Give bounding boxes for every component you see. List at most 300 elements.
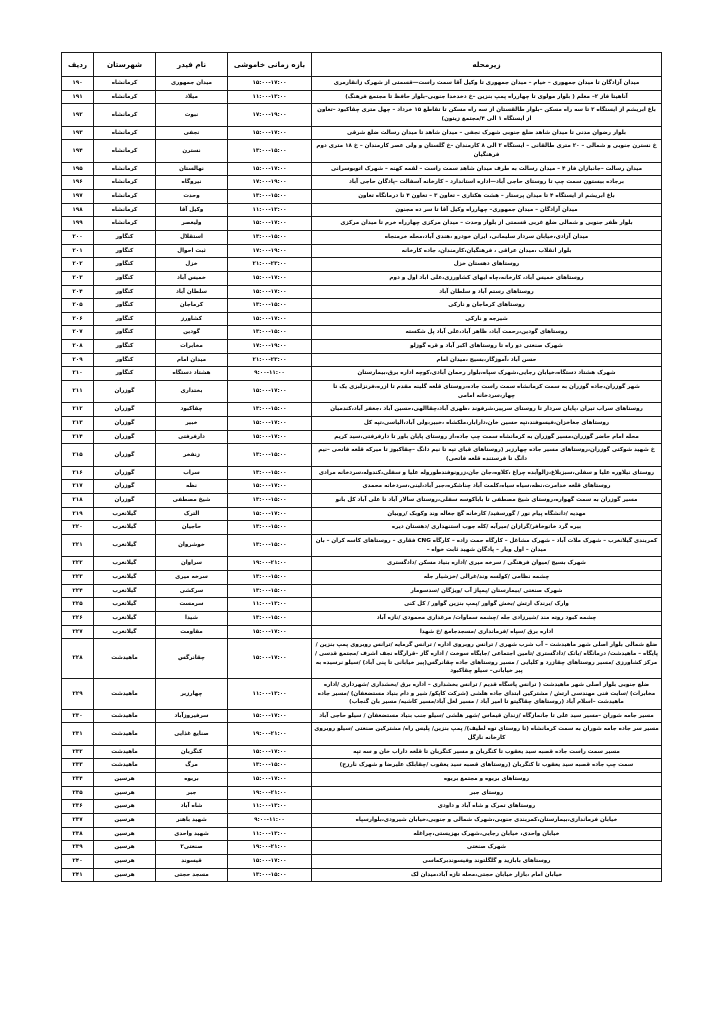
table-row — [62, 176, 662, 190]
cell-shahrestan: کنگاور — [94, 312, 156, 326]
cell-feeder: زنفخر — [156, 444, 228, 466]
cell-time: ۱۵:۰۰-۱۷:۰۰ — [228, 773, 312, 787]
cell-shahrestan: کرمانشاه — [94, 126, 156, 140]
cell-feeder: جبر — [156, 786, 228, 800]
cell-shahrestan: کرمانشاه — [94, 90, 156, 104]
cell-time: ۱۹:۰۰-۲۱:۰۰ — [228, 841, 312, 855]
cell-feeder: میدان جمهوری — [156, 77, 228, 91]
table-row — [62, 625, 662, 639]
column-header-time: بازه زمانی خاموشی — [228, 53, 312, 77]
cell-zirmahalle: میدان آزادگان – میدان جمهوری– چهارراه وکیل آقا تا سر ده مجنون — [312, 203, 662, 217]
cell-radif: ۱۹۴ — [62, 140, 94, 162]
table-row — [62, 367, 662, 381]
cell-time: ۱۳:۰۰-۱۵:۰۰ — [228, 403, 312, 417]
cell-time: ۱۳:۰۰-۱۵:۰۰ — [228, 444, 312, 466]
table-row — [62, 466, 662, 480]
table-row — [62, 709, 662, 723]
cell-feeder: استقلال — [156, 230, 228, 244]
cell-radif: ۲۱۵ — [62, 444, 94, 466]
cell-feeder: الترک — [156, 507, 228, 521]
cell-shahrestan: کرمانشاه — [94, 77, 156, 91]
cell-zirmahalle: مسیر سمت راست جاده قصبه سید یعقوب تا کنگربان و مسیر کنگربان تا قلعه داراب خان و سه تپه — [312, 745, 662, 759]
cell-radif: ۲۱۷ — [62, 480, 94, 494]
cell-radif: ۱۹۰ — [62, 77, 94, 91]
cell-feeder: کرماجان — [156, 299, 228, 313]
cell-feeder: مرگ — [156, 759, 228, 773]
table-row — [62, 90, 662, 104]
column-header-zirmahalle: زیرمحله — [312, 53, 662, 77]
cell-shahrestan: هرسین — [94, 827, 156, 841]
cell-radif: ۲۱۹ — [62, 507, 94, 521]
cell-time: ۱۵:۰۰-۱۷:۰۰ — [228, 855, 312, 869]
cell-radif: ۱۹۱ — [62, 90, 94, 104]
cell-feeder: کنگربان — [156, 745, 228, 759]
cell-radif: ۱۹۶ — [62, 176, 94, 190]
cell-feeder: ولیعصر — [156, 217, 228, 231]
cell-radif: ۲۰۸ — [62, 340, 94, 354]
table-row — [62, 494, 662, 508]
cell-zirmahalle: روستاهای بابازید و گلگلتوند وفیسوندبرکماسی — [312, 855, 662, 869]
cell-radif: ۲۲۲ — [62, 557, 94, 571]
cell-time: ۱۱:۰۰-۱۳:۰۰ — [228, 598, 312, 612]
cell-feeder: سرمست — [156, 598, 228, 612]
cell-feeder: نجفی — [156, 126, 228, 140]
cell-radif: ۱۹۳ — [62, 126, 94, 140]
cell-shahrestan: کنگاور — [94, 285, 156, 299]
cell-shahrestan: کنگاور — [94, 258, 156, 272]
cell-zirmahalle: ضلع جنوبی بلوار اصلی شهر ماهیدشت ( ترانس پاسگاه قدیم / ترانس بخشداری – اداره برق /بخشداری /شهرداری /اداره مخابرات) /سایت فنی مهندسی ارتش / مشترکین ابتدای جاده هلشی (شرکت کاپکو/ شیر و دام بنیاد مستضعفان) /مسیر جاده ماهیدشت –اسلام آباد (روستاهای چقاگیتو تا امیر آباد / مسیر لعل آباد/مسیر کاشیه/ مسیر بان گنجاب) — [312, 678, 662, 709]
outage-schedule-table — [61, 52, 662, 882]
cell-radif: ۲۲۰ — [62, 521, 94, 535]
table-row — [62, 230, 662, 244]
cell-zirmahalle: حسن آباد ،آموزگار،بسیج ،میدان امام — [312, 353, 662, 367]
cell-feeder: کشاورز — [156, 312, 228, 326]
cell-feeder: سرفیروزآباد — [156, 709, 228, 723]
table-row — [62, 162, 662, 176]
cell-time: ۱۳:۰۰-۱۵:۰۰ — [228, 521, 312, 535]
cell-feeder: مخابرات — [156, 340, 228, 354]
table-row — [62, 507, 662, 521]
cell-feeder: نسترن — [156, 140, 228, 162]
cell-shahrestan: گیلانغرب — [94, 611, 156, 625]
cell-feeder: نظه — [156, 480, 228, 494]
cell-shahrestan: کنگاور — [94, 299, 156, 313]
cell-shahrestan: گوزران — [94, 403, 156, 417]
cell-time: ۱۱:۰۰-۱۳:۰۰ — [228, 800, 312, 814]
cell-zirmahalle: روستاهای قلعه خدامرت،نظه،سیاه سیاه،کلمت آباد چناشکره،جبر آباد،لینی،سردخانه محمدی — [312, 480, 662, 494]
cell-shahrestan: گوزران — [94, 466, 156, 480]
cell-shahrestan: گیلانغرب — [94, 534, 156, 556]
table-row — [62, 244, 662, 258]
cell-feeder: میدان امام — [156, 353, 228, 367]
cell-shahrestan: کنگاور — [94, 326, 156, 340]
table-row — [62, 639, 662, 679]
cell-shahrestan: گوزران — [94, 430, 156, 444]
cell-shahrestan: کنگاور — [94, 340, 156, 354]
cell-time: ۱۹:۰۰-۲۱:۰۰ — [228, 723, 312, 745]
cell-time: ۱۳:۰۰-۱۵:۰۰ — [228, 326, 312, 340]
cell-feeder: ثبت احوال — [156, 244, 228, 258]
table-row — [62, 678, 662, 709]
cell-radif: ۲۳۵ — [62, 786, 94, 800]
table-body — [62, 77, 662, 882]
cell-shahrestan: گوزران — [94, 494, 156, 508]
cell-zirmahalle: باغ ابریشم از ایستگاه ۴ تا میدان پرستار – هشت هکتاری – تعاون ۳ – تعاون ۴ تا درمانگاه تعاون — [312, 189, 662, 203]
cell-time: ۱۳:۰۰-۱۵:۰۰ — [228, 759, 312, 773]
table-row — [62, 814, 662, 828]
cell-radif: ۲۴۱ — [62, 868, 94, 882]
cell-time: ۹:۰۰-۱۱:۰۰ — [228, 814, 312, 828]
cell-time: ۱۷:۰۰-۱۹:۰۰ — [228, 340, 312, 354]
cell-shahrestan: گوزران — [94, 444, 156, 466]
table-row — [62, 557, 662, 571]
cell-zirmahalle: میدان آزادگان تا میدان جمهوری – خیام – میدان جمهوری تا وکیل آقا سمت راست—قسمتی از شهرک زانقارمری — [312, 77, 662, 91]
cell-time: ۱۵:۰۰-۱۷:۰۰ — [228, 217, 312, 231]
cell-radif: ۲۲۳ — [62, 570, 94, 584]
cell-zirmahalle: شهرک صنعتی دو راه تا روستاهای اکبر آباد و قره گوزلو — [312, 340, 662, 354]
cell-time: ۲۱:۰۰-۲۳:۰۰ — [228, 258, 312, 272]
cell-radif: ۲۰۷ — [62, 326, 94, 340]
cell-feeder: نیروگاه — [156, 176, 228, 190]
cell-shahrestan: گیلانغرب — [94, 625, 156, 639]
cell-zirmahalle: مسیر جامه شوران –مسیر سید علی تا جانمازگاه /زندان قیماس /شهر هلشی /سیلو جنب بنیاد مستضعفان / سیلو حاجی آباد — [312, 709, 662, 723]
cell-feeder: سراب — [156, 466, 228, 480]
cell-time: ۱۵:۰۰-۱۷:۰۰ — [228, 312, 312, 326]
cell-radif: ۱۹۵ — [62, 162, 94, 176]
cell-shahrestan: گیلانغرب — [94, 598, 156, 612]
cell-shahrestan: کنگاور — [94, 353, 156, 367]
table-row — [62, 534, 662, 556]
cell-time: ۱۷:۰۰-۱۹:۰۰ — [228, 176, 312, 190]
table-row — [62, 217, 662, 231]
cell-shahrestan: کنگاور — [94, 367, 156, 381]
cell-time: ۱۳:۰۰-۱۵:۰۰ — [228, 868, 312, 882]
cell-shahrestan: کنگاور — [94, 230, 156, 244]
table-row — [62, 417, 662, 431]
table-row — [62, 773, 662, 787]
cell-time: ۱۵:۰۰-۱۷:۰۰ — [228, 745, 312, 759]
cell-feeder: دارفرفتی — [156, 430, 228, 444]
cell-zirmahalle: ضلع شمالی بلوار اصلی شهر ماهیدشت – آب شرب شهری / ترانس روبروی اداره / ترانس گرمایه /ترانس روبروی پمپ بنزین /پایگاه – ماهیدشت/ درمانگاه /بانک /دادگستری /تامین اجتماعی /جایگاه سوخت / اداره گاز –قرارگاه نجف اشرف /مجتمع قدسی /مرکز کشاورزی /مسیر روستاهای چقازرد و کلیایی / مسیر روستاهای جاده چقانرگس(پیر خیابانی تا پنی آباد) /سیلو نرسیده به پیر خیابانی– سیلو چقاکبود — [312, 639, 662, 679]
cell-feeder: حاجیان — [156, 521, 228, 535]
cell-time: ۱۳:۰۰-۱۵:۰۰ — [228, 230, 312, 244]
cell-zirmahalle: شهرک صنعتی — [312, 841, 662, 855]
cell-shahrestan: ماهیدشت — [94, 723, 156, 745]
cell-time: ۱۳:۰۰-۱۵:۰۰ — [228, 140, 312, 162]
cell-shahrestan: گوزران — [94, 417, 156, 431]
cell-shahrestan: کرمانشاه — [94, 104, 156, 126]
cell-time: ۱۵:۰۰-۱۷:۰۰ — [228, 271, 312, 285]
cell-shahrestan: هرسین — [94, 773, 156, 787]
cell-radif: ۲۰۴ — [62, 285, 94, 299]
table-row — [62, 786, 662, 800]
cell-feeder: چقانرگس — [156, 639, 228, 679]
cell-time: ۱۱:۰۰-۱۳:۰۰ — [228, 678, 312, 709]
table-row — [62, 104, 662, 126]
cell-feeder: چهارزبر — [156, 678, 228, 709]
column-header-radif: ردیف — [62, 53, 94, 77]
cell-radif: ۱۹۹ — [62, 217, 94, 231]
cell-zirmahalle: روستاهای رستم آباد و سلطان آباد — [312, 285, 662, 299]
table-row — [62, 570, 662, 584]
cell-shahrestan: کرمانشاه — [94, 189, 156, 203]
cell-zirmahalle: آناهیتا فاز ۲– معلم ( بلوار مولوی تا چهارراه پمپ بنزین –خ دخدخدا جنوبی–بلوار حافظ تا مجتمع فرهنگ) — [312, 90, 662, 104]
cell-radif: ۲۰۰ — [62, 230, 94, 244]
cell-time: ۱۳:۰۰-۱۵:۰۰ — [228, 611, 312, 625]
cell-shahrestan: کرمانشاه — [94, 140, 156, 162]
cell-feeder: مقاومت — [156, 625, 228, 639]
cell-feeder: مسجد حجتی — [156, 868, 228, 882]
cell-zirmahalle: روستای جبر — [312, 786, 662, 800]
cell-radif: ۲۳۱ — [62, 723, 94, 745]
cell-shahrestan: هرسین — [94, 814, 156, 828]
cell-zirmahalle: وارک /برندک ارتش /بخش گواور /پمپ بنزین گواور / کل کنی — [312, 598, 662, 612]
cell-zirmahalle: میدان رسالت –جانبازان فاز ۴ – میدان رسالت به طرف میدان شاهد سمت راست – لقمه کهنه – شهرک اتوبوسرانی — [312, 162, 662, 176]
cell-feeder: وحدت — [156, 189, 228, 203]
table-row — [62, 855, 662, 869]
cell-radif: ۱۹۲ — [62, 104, 94, 126]
table-row — [62, 258, 662, 272]
cell-time: ۱۹:۰۰-۲۱:۰۰ — [228, 786, 312, 800]
cell-zirmahalle: اداره برق /سپاه /فرمانداری /مسجدجامع /خ شهدا — [312, 625, 662, 639]
table-row — [62, 203, 662, 217]
cell-radif: ۲۳۰ — [62, 709, 94, 723]
cell-zirmahalle: مسیر سر جاده جامه شوران به سمت کرمانشاه (تا روستای توه لطیف)/ پمپ بنزین/ پلیس راه/ مشترکین صنعتی /سیلو روبروی کارخانه نازگل — [312, 723, 662, 745]
cell-radif: ۲۰۶ — [62, 312, 94, 326]
table-row — [62, 444, 662, 466]
cell-zirmahalle: روستاهای دهستان خزل — [312, 258, 662, 272]
table-row — [62, 126, 662, 140]
cell-time: ۱۷:۰۰-۱۹:۰۰ — [228, 104, 312, 126]
cell-shahrestan: کرمانشاه — [94, 162, 156, 176]
cell-zirmahalle: روستاهای خمیس آباد، کارخانه،چاه ابهای کشاورزی،علی اباد اول و دوم — [312, 271, 662, 285]
table-row — [62, 827, 662, 841]
cell-radif: ۲۲۶ — [62, 611, 94, 625]
cell-zirmahalle: شهرک بسیج /میوان فرهنگی / سرخه میری /اداره بنیاد مسکن /دادگستری — [312, 557, 662, 571]
cell-zirmahalle: بلوار انقلاب ،میدان عراقی ، فرهنگیان،کارمندان، جاده کارخانه — [312, 244, 662, 258]
cell-radif: ۲۰۵ — [62, 299, 94, 313]
cell-radif: ۲۲۹ — [62, 678, 94, 709]
cell-radif: ۱۹۸ — [62, 203, 94, 217]
cell-feeder: نهالستان — [156, 162, 228, 176]
cell-radif: ۲۱۰ — [62, 367, 94, 381]
table-row — [62, 841, 662, 855]
cell-feeder: سرخه میری — [156, 570, 228, 584]
cell-time: ۱۳:۰۰-۱۵:۰۰ — [228, 189, 312, 203]
cell-zirmahalle: روستای نیلاوره علیا و سفلی،سبزبلاغ،زالوآبده چراغ ،کلاوه،جان جان،زرونوفندطوروله علیا و سفلی،کندوله،سردخانه مرادی — [312, 466, 662, 480]
cell-radif: ۲۳۴ — [62, 773, 94, 787]
cell-radif: ۲۰۲ — [62, 258, 94, 272]
cell-feeder: سلطان آباد — [156, 285, 228, 299]
cell-radif: ۲۳۸ — [62, 827, 94, 841]
cell-time: ۱۱:۰۰-۱۳:۰۰ — [228, 203, 312, 217]
cell-feeder: گودین — [156, 326, 228, 340]
cell-shahrestan: گیلانغرب — [94, 507, 156, 521]
cell-feeder: خمیس آباد — [156, 271, 228, 285]
cell-radif: ۲۲۷ — [62, 625, 94, 639]
cell-time: ۱۵:۰۰-۱۷:۰۰ — [228, 709, 312, 723]
cell-time: ۱۵:۰۰-۱۷:۰۰ — [228, 77, 312, 91]
cell-time: ۱۵:۰۰-۱۷:۰۰ — [228, 126, 312, 140]
cell-shahrestan: گیلانغرب — [94, 521, 156, 535]
table-row — [62, 326, 662, 340]
cell-time: ۱۷:۰۰-۱۹:۰۰ — [228, 244, 312, 258]
cell-feeder: وکیل آقا — [156, 203, 228, 217]
cell-feeder: سرکشی — [156, 584, 228, 598]
cell-shahrestan: ماهیدشت — [94, 759, 156, 773]
cell-shahrestan: هرسین — [94, 868, 156, 882]
cell-feeder: قیسوند — [156, 855, 228, 869]
cell-zirmahalle: مهدیه /دانشگاه پیام نور / گورسفید/ کارخانه گچ جغاله وند وکوبک /روبیان — [312, 507, 662, 521]
table-row — [62, 430, 662, 444]
cell-time: ۱۳:۰۰-۱۵:۰۰ — [228, 466, 312, 480]
cell-time: ۱۳:۰۰-۱۵:۰۰ — [228, 494, 312, 508]
cell-time: ۱۳:۰۰-۱۵:۰۰ — [228, 584, 312, 598]
column-header-feeder: نام فیدر — [156, 53, 228, 77]
cell-feeder: شیخ مصطفی — [156, 494, 228, 508]
cell-shahrestan: ماهیدشت — [94, 745, 156, 759]
cell-shahrestan: کنگاور — [94, 244, 156, 258]
cell-time: ۱۵:۰۰-۱۷:۰۰ — [228, 430, 312, 444]
table-row — [62, 312, 662, 326]
table-header — [62, 53, 662, 77]
cell-zirmahalle: شهرک صنعتی /بیمارستان /پمپاژ آب /ویژگان /سدسومار — [312, 584, 662, 598]
cell-zirmahalle: سمت چپ جاده قصبه سید یعقوب تا کنگربان (روستاهای قصبه سید یعقوب /چقابلک علیرضا و شهرک نارزج) — [312, 759, 662, 773]
cell-zirmahalle: خیابان امام ،بازار خیابان حجتی،محله تازه آباد،میدان لک — [312, 868, 662, 882]
cell-time: ۱۱:۰۰-۱۳:۰۰ — [228, 90, 312, 104]
cell-radif: ۲۱۶ — [62, 466, 94, 480]
cell-radif: ۲۱۳ — [62, 417, 94, 431]
cell-feeder: سراوان — [156, 557, 228, 571]
cell-time: ۱۵:۰۰-۱۷:۰۰ — [228, 639, 312, 679]
cell-shahrestan: کرمانشاه — [94, 217, 156, 231]
cell-shahrestan: ماهیدشت — [94, 678, 156, 709]
cell-radif: ۲۱۱ — [62, 381, 94, 403]
cell-zirmahalle: باغ ابریشم از ایستگاه ۲ تا سه راه مسکن –بلوار طالقستان از سه راه مسکن تا تقاطع ۱۵ خرداد – چهل متری چقاکبود –تعاون از ایستگاه ۱ الی ۴/مجتمع زیتون) — [312, 104, 662, 126]
table-row — [62, 598, 662, 612]
cell-shahrestan: هرسین — [94, 841, 156, 855]
cell-radif: ۲۳۳ — [62, 759, 94, 773]
cell-zirmahalle: شهرک هشتاد دستگاه،خیابان رجایی،شهرک سپاه،بلوار رحمان آبادی،کوچه اداره برق،بیمارستان — [312, 367, 662, 381]
cell-feeder: بربوه — [156, 773, 228, 787]
table-row — [62, 340, 662, 354]
cell-time: ۱۵:۰۰-۱۷:۰۰ — [228, 162, 312, 176]
cell-zirmahalle: برجاده بیستون سمت چپ تا روستای حاجی آباد—اداره استاندارد – کارخانه آسفالت –پادگان حاجی آباد — [312, 176, 662, 190]
cell-shahrestan: هرسین — [94, 786, 156, 800]
table-row — [62, 745, 662, 759]
cell-zirmahalle: روستاهای جغاخزان،فیسوفند،تپه حسین خان،دارابار،ملکشاه ،خبیر،ولی آباد،الیاسی،تپه کل — [312, 417, 662, 431]
cell-radif: ۱۹۷ — [62, 189, 94, 203]
table-row — [62, 299, 662, 313]
table-row — [62, 759, 662, 773]
cell-shahrestan: هرسین — [94, 855, 156, 869]
cell-time: ۱۵:۰۰-۱۷:۰۰ — [228, 381, 312, 403]
cell-radif: ۲۱۴ — [62, 430, 94, 444]
column-header-shahrestan: شهرستان — [94, 53, 156, 77]
cell-feeder: خزل — [156, 258, 228, 272]
cell-shahrestan: کرمانشاه — [94, 176, 156, 190]
cell-shahrestan: هرسین — [94, 800, 156, 814]
cell-time: ۱۵:۰۰-۱۷:۰۰ — [228, 417, 312, 431]
table-row — [62, 521, 662, 535]
cell-radif: ۲۳۹ — [62, 841, 94, 855]
cell-feeder: هشتاد دستگاه — [156, 367, 228, 381]
cell-zirmahalle: روستاهای بربوه و مجتمع بربوه — [312, 773, 662, 787]
table-row — [62, 381, 662, 403]
cell-radif: ۲۱۲ — [62, 403, 94, 417]
table-row — [62, 723, 662, 745]
cell-zirmahalle: روستاهای گودین،رحمت آباد، ظاهر آباد،علی آباد پل شکسته — [312, 326, 662, 340]
cell-radif: ۲۲۴ — [62, 584, 94, 598]
cell-zirmahalle: بیره گرد خانوخافر/گرازان /میرآبه /کله جوب استنهداری /دهستان دیره — [312, 521, 662, 535]
table-row — [62, 285, 662, 299]
table-header-row — [62, 53, 662, 77]
cell-feeder: شاه آباد — [156, 800, 228, 814]
cell-zirmahalle: خ شهید شوکتی گوزران،روستاهای مسیر جاده چهارزبر (روستاهای قبای تپه تا نیم دانگ –چقاکبوز تا میرکه قلعه فاتحی –نیم دانگ تا فرستنده قلعه فاتحی) — [312, 444, 662, 466]
cell-zirmahalle: کمربندی گیلانغرب – شهرک ملات آباد – شهرک مشاغل – کارگاه حمت زاده – کارگاه CNG فقاری – روستاهای کاسه کران – بان میدان – اول ویار – پادگان شهید ثابت خواه – — [312, 534, 662, 556]
cell-zirmahalle: خ نسترن جنوبی و شمالی – ۲۰ متری طالقانی – ایستگاه ۲ الی ۸ کارمندان –خ گلستان و ولی عصر کارمندان – خ ۱۸ متری دوم فرهنگیان — [312, 140, 662, 162]
table-row — [62, 800, 662, 814]
cell-radif: ۲۰۹ — [62, 353, 94, 367]
cell-shahrestan: گیلانغرب — [94, 570, 156, 584]
cell-radif: ۲۱۸ — [62, 494, 94, 508]
cell-zirmahalle: خیابان فرمانداری،بیمارستان،کمربندی جنوبی،شهرک شمالی و جنوبی،خیابان شیرودی،بلوارسپاه — [312, 814, 662, 828]
cell-radif: ۲۲۵ — [62, 598, 94, 612]
cell-zirmahalle: بلوار رضوان مدنی تا میدان شاهد ضلع جنوبی شهرک نجفی – میدان شاهد تا میدان رسالت ضلع شرقی — [312, 126, 662, 140]
cell-time: ۱۹:۰۰-۲۱:۰۰ — [228, 557, 312, 571]
cell-shahrestan: ماهیدشت — [94, 639, 156, 679]
cell-feeder: صنایع غذایی — [156, 723, 228, 745]
cell-shahrestan: ماهیدشت — [94, 709, 156, 723]
cell-feeder: بختداری — [156, 381, 228, 403]
table-row — [62, 353, 662, 367]
cell-shahrestan: کنگاور — [94, 271, 156, 285]
table-row — [62, 77, 662, 91]
cell-zirmahalle: میدان آزادی،خیابان سردار سلیمانی، ایران خودرو ،هندی آباد،محله خرمنجاه — [312, 230, 662, 244]
cell-feeder: شیدا — [156, 611, 228, 625]
table-row — [62, 480, 662, 494]
table-row — [62, 403, 662, 417]
cell-shahrestan: گوزران — [94, 381, 156, 403]
cell-time: ۱۱:۰۰-۱۳:۰۰ — [228, 827, 312, 841]
cell-time: ۱۵:۰۰-۱۷:۰۰ — [228, 625, 312, 639]
cell-feeder: خبیر — [156, 417, 228, 431]
table-row — [62, 271, 662, 285]
cell-zirmahalle: روستاهای سراب تیران ،پایان سردار تا روستای سرپیر،شرفوند ،ظهری آباد،چقاالهی،حسین آباد ،جعفر آباد،کندمیان — [312, 403, 662, 417]
cell-shahrestan: گوزران — [94, 480, 156, 494]
cell-zirmahalle: چشمه کبود روته مند /شیرزادی جله /چشمه سماوات/ مرغداری محمودی /نازه آباد — [312, 611, 662, 625]
cell-feeder: میلاد — [156, 90, 228, 104]
cell-feeder: نبوت — [156, 104, 228, 126]
cell-shahrestan: کرمانشاه — [94, 203, 156, 217]
cell-zirmahalle: محله امام حاضر گوزران،مسیر گوزران به کرمانشاه سمت چپ جاده،از روستای پایان باور تا دارفرفتی،سید کریم — [312, 430, 662, 444]
cell-time: ۱۵:۰۰-۱۷:۰۰ — [228, 480, 312, 494]
table-row — [62, 611, 662, 625]
cell-radif: ۲۰۳ — [62, 271, 94, 285]
table-row — [62, 189, 662, 203]
cell-radif: ۲۰۱ — [62, 244, 94, 258]
cell-time: ۱۵:۰۰-۱۷:۰۰ — [228, 285, 312, 299]
table-row — [62, 584, 662, 598]
cell-radif: ۲۳۶ — [62, 800, 94, 814]
cell-time: ۹:۰۰-۱۱:۰۰ — [228, 367, 312, 381]
cell-radif: ۲۲۸ — [62, 639, 94, 679]
cell-feeder: شهید باهنر — [156, 814, 228, 828]
cell-time: ۱۳:۰۰-۱۵:۰۰ — [228, 570, 312, 584]
cell-zirmahalle: چشمه نظامی /کولسه وند/غرالی /خزشیار جله — [312, 570, 662, 584]
cell-zirmahalle: روستاهای کرماجان و نارکی — [312, 299, 662, 313]
cell-time: ۲۱:۰۰-۲۳:۰۰ — [228, 353, 312, 367]
